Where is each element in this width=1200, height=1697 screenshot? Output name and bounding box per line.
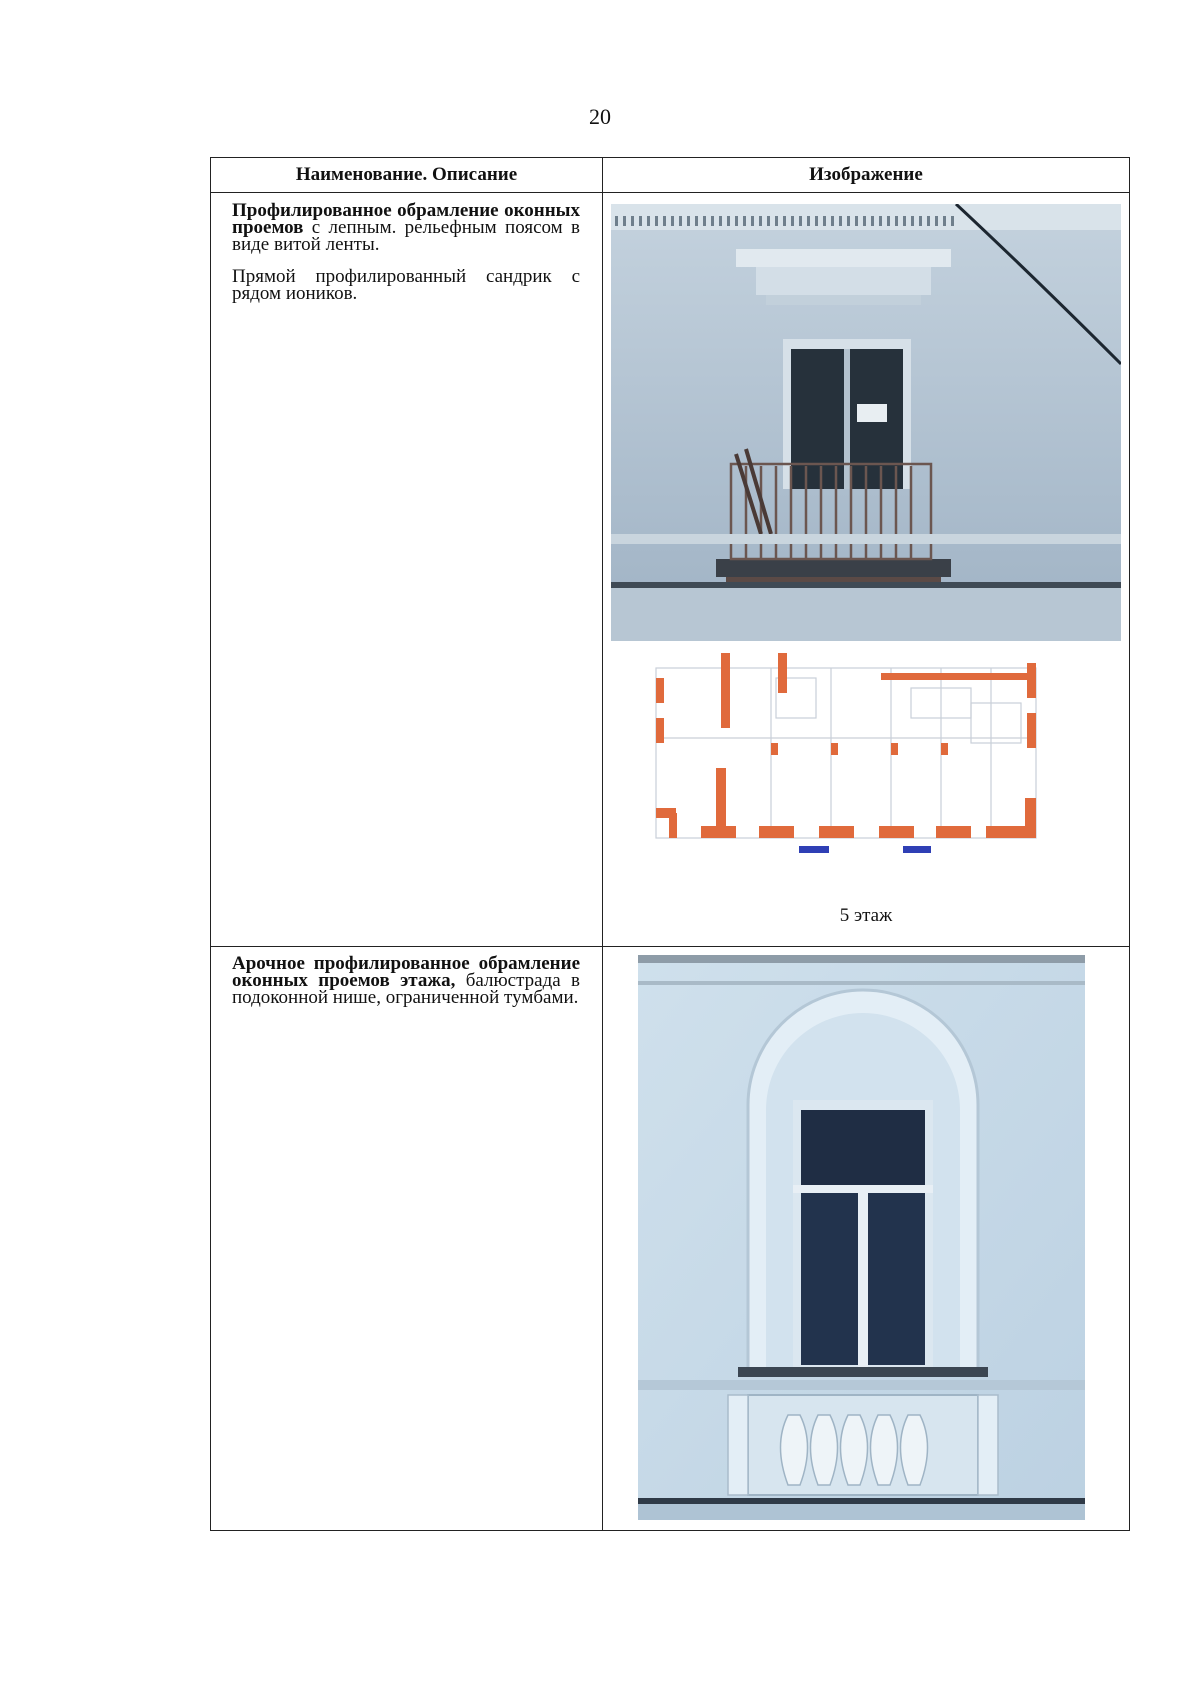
floor-caption: 5 этаж <box>839 905 893 926</box>
page-number: 20 <box>589 104 611 129</box>
floor-plan <box>641 648 1061 878</box>
row-divider <box>211 946 1129 947</box>
arched-window-photo <box>638 955 1085 1520</box>
row-1-title-rest: с лепным. рельефным поясом в виде витой ленты. <box>232 217 580 255</box>
header-description: Наименование. Описание <box>295 164 518 185</box>
header-divider <box>211 192 1129 193</box>
row-1-paragraph-2: Прямой профилированный сандрик с рядом иоников. <box>232 266 580 304</box>
header-image: Изображение <box>809 164 923 185</box>
column-divider <box>602 158 603 1530</box>
elements-table <box>210 157 1130 1531</box>
row-2-description <box>232 955 580 1021</box>
row-1-description <box>232 202 580 317</box>
row-1-title: Профилированное обрамление оконных проемов <box>232 200 580 238</box>
row-2-title-rest: балюстрада в подоконной нише, ограниченной тумбами. <box>232 970 581 1008</box>
balcony-facade-photo <box>611 204 1121 641</box>
row-2-title: Арочное профилированное обрамление оконных проемов этажа, <box>232 953 580 991</box>
